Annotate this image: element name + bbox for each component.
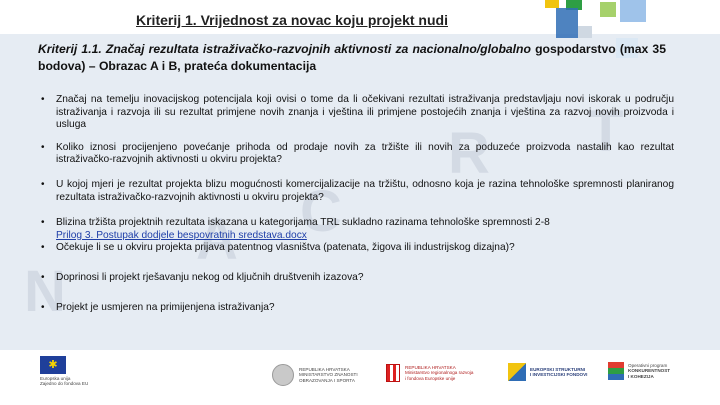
list-item: • Značaj na temelju inovacijskog potencijala koji ovisi o tome da li očekivani rezultati istraživanja predstavljaju novi iskorak u području istraživanja i razvoja ili su rezultat primjene novih znanja i vještina ili primjene postojećih znanja i vještina za razvoj novih proizvoda i usluga (38, 94, 674, 132)
esif-text: I INVESTICIJSKI FONDOVI (530, 372, 588, 377)
deco-square-lightblue (620, 0, 646, 22)
deco-square-grey (578, 26, 592, 38)
list-item-trl (38, 217, 674, 242)
attachment-link[interactable]: Prilog 3. Postupak dodjele bespovratnih sredstava.docx (56, 229, 307, 241)
subtitle-head: Kriterij 1.1. Značaj rezultata istraživačko-razvojnih aktivnosti za nacionalno/globalno (38, 42, 531, 56)
watermark-letter: A (196, 207, 240, 272)
criterion-subtitle (38, 41, 666, 75)
ministry-regional-logo (386, 364, 473, 382)
slide-number: 35 (696, 386, 708, 397)
esif-text: EUROPSKI STRUKTURNI (530, 366, 586, 372)
eu-text: Europska unija (40, 376, 71, 381)
list-item: • Doprinosi li projekt rješavanju nekog od ključnih društvenih izazova? (38, 272, 674, 285)
eu-flag-icon: ✱ (40, 356, 66, 374)
eu-text: Zajedno do fondova EU (40, 381, 89, 387)
eu-logo (40, 356, 88, 387)
esif-icon (508, 363, 526, 381)
op-icon (608, 362, 624, 380)
ministry-regional-text: REPUBLIKA HRVATSKA (405, 364, 456, 370)
page-title: Kriterij 1. Vrijednost za novac koju projekt nudi (136, 12, 448, 28)
deco-square-yellow (545, 0, 559, 8)
ministry-science-icon (272, 364, 294, 386)
esif-logo (508, 363, 587, 381)
ministry-regional-text: Ministarstvo regionalnoga razvoja (405, 370, 474, 376)
watermark-letter: N (24, 259, 68, 324)
ministry-science-text: MINISTARSTVO ZNANOSTI (299, 372, 358, 378)
watermark-letter: C (300, 179, 344, 244)
list-item: • Koliko iznosi procijenjeno povećanje prihoda od prodaje novih za tržište ili novih za poduzeće proizvoda nastalih kao rezultat istraživačko-razvojnih aktivnosti u okviru projekta? (38, 142, 674, 167)
logos-footer (0, 350, 720, 405)
op-logo (608, 362, 670, 380)
trl-text: Blizina tržišta projektnih rezultata iskazana u kategorijama TRL sukladno razinama tehnološke spremnosti 2-8 (56, 217, 550, 229)
list-item: • U kojoj mjeri je rezultat projekta blizu mogućnosti komercijalizacije na tržištu, odnosno koja je razina tehnološke spremnosti planiranog rezultata istraživačko-razvojnih aktivnosti u okviru projekta? (38, 179, 674, 204)
op-text: Operativni program (628, 362, 668, 368)
deco-square-lightgreen (600, 2, 616, 17)
op-text: I KOHEZIJA (628, 373, 654, 379)
ministry-science-logo (272, 364, 358, 386)
list-item: • Projekt je usmjeren na primijenjena istraživanja? (38, 302, 674, 315)
ministry-science-text: REPUBLIKA HRVATSKA (299, 366, 350, 372)
coat-of-arms-icon (386, 364, 400, 382)
watermark-letter: T (588, 99, 626, 164)
op-text: KONKURENTNOST (628, 368, 671, 374)
watermark-letter: R (448, 121, 492, 186)
list-item: • Očekuje li se u okviru projekta prijava patentnog vlasništva (patenata, žigova ili industrijskog dizajna)? (38, 242, 674, 255)
ministry-regional-text: i fondova Europske unije (405, 375, 456, 381)
deco-square-blue (556, 8, 578, 38)
criteria-list (38, 94, 674, 314)
ministry-science-text: OBRAZOVANJA I SPORTA (299, 377, 355, 383)
subtitle-cont: gospodarstvo (max 35 bodova) – Obrazac A i B, prateća dokumentacija (38, 42, 666, 73)
